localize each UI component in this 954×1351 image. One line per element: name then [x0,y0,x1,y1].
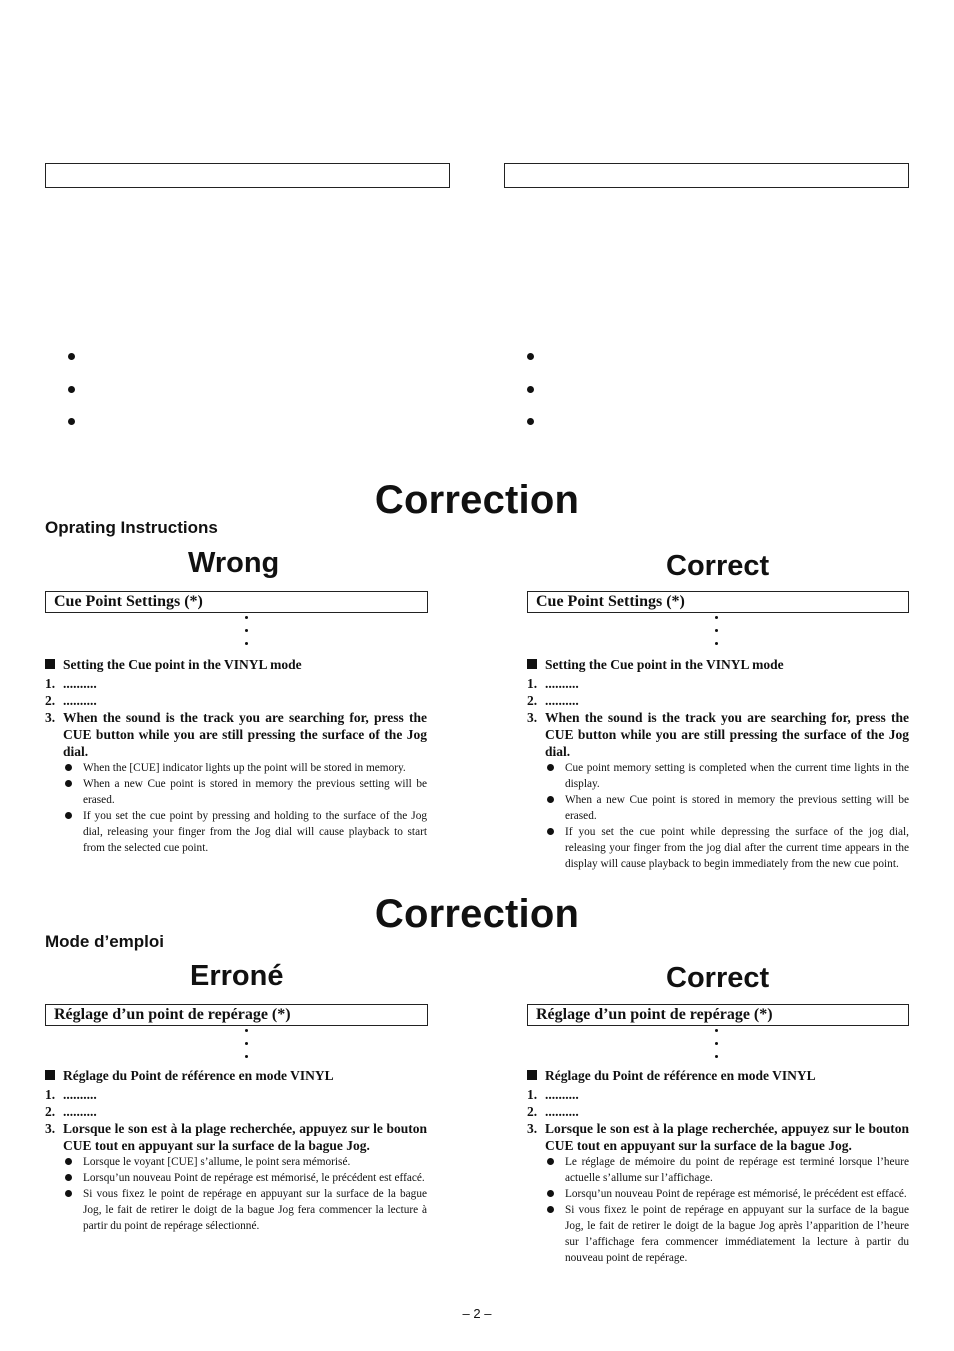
section-title-en: Oprating Instructions [45,518,218,537]
bullet-item: Lorsqu’un nouveau Point de repérage est mémorisé, le précédent est effacé. [63,1170,427,1186]
bullet-dot-icon [65,1174,72,1181]
bullet-item: Si vous fixez le point de repérage en appuyant sur la surface de la bague Jog, le fait de retirer le doigt de la bague Jog après l’apparition de l’heure sur l’affichage fera commencer immédiatement la lecture à partir du nouveau point de repérage. [545,1202,909,1266]
square-bullet-icon [527,1070,537,1080]
bullet-item: Cue point memory setting is completed when the current time lights in the display. [545,760,909,792]
subheading: Setting the Cue point in the VINYL mode [527,656,909,673]
step: 2. .......... [527,693,579,708]
correct-column-fr [527,1067,909,1266]
correct-box-en: Cue Point Settings (*) [527,591,909,613]
bullet-item: Le réglage de mémoire du point de repérage est terminé lorsque l’heure actuelle s’allume sur l’affichage. [545,1154,909,1186]
bullet-dot-icon [65,1158,72,1165]
section-title-fr: Mode d’emploi [45,932,164,951]
step: 3. Lorsque le son est à la plage recherchée, appuyez sur le bouton CUE tout en appuyant sur la surface de la bague Jog. [527,1121,909,1153]
bullet-dot-icon [547,1190,554,1197]
ellipsis-dots-wrong-en [245,616,249,655]
correct-box-fr: Réglage d’un point de repérage (*) [527,1004,909,1026]
square-bullet-icon [45,659,55,669]
ellipsis-dots-wrong-fr [245,1029,249,1068]
subheading: Réglage du Point de référence en mode VINYL [45,1067,427,1084]
ellipsis-dots-correct-en [715,616,719,655]
bullet-item: When a new Cue point is stored in memory the previous setting will be erased. [63,776,427,808]
wrong-box-en: Cue Point Settings (*) [45,591,428,613]
subheading: Réglage du Point de référence en mode VINYL [527,1067,909,1084]
step: 1. .......... [45,1087,97,1102]
bullet-dot-icon [547,796,554,803]
bullet-item: Lorsqu’un nouveau Point de repérage est mémorisé, le précédent est effacé. [545,1186,909,1202]
step: 3. When the sound is the track you are searching for, press the CUE button while you are still pressing the surface of the Jog dial. [527,710,909,759]
step: 3. Lorsque le son est à la plage recherchée, appuyez sur le bouton CUE tout en appuyant sur la surface de la bague Jog. [45,1121,427,1153]
bullet-item: Si vous fixez le point de repérage en appuyant sur la surface de la bague Jog, le fait de retirer le doigt de la bague Jog fera commencer la lecture à partir du point de repérage sélectionné. [63,1186,427,1234]
square-bullet-icon [527,659,537,669]
step: 2. .......... [45,693,97,708]
top-left-bullet-2 [68,386,75,393]
correct-heading-fr: Correct [666,962,770,994]
top-right-bullet-3 [527,418,534,425]
step: 1. .......... [45,676,97,691]
ellipsis-dots-correct-fr [715,1029,719,1068]
bullet-item: When the [CUE] indicator lights up the point will be stored in memory. [63,760,427,776]
bullet-dot-icon [65,780,72,787]
step: 2. .......... [527,1104,579,1119]
step: 2. .......... [45,1104,97,1119]
correction-title-en: Correction [374,478,580,522]
top-right-bullet-2 [527,386,534,393]
wrong-box-fr: Réglage d’un point de repérage (*) [45,1004,428,1026]
correct-column-en [527,656,909,872]
bullet-dot-icon [65,764,72,771]
bullet-item: If you set the cue point by pressing and holding to the surface of the Jog dial, releasing your finger from the Jog dial will cause playback to start from the selected cue point. [63,808,427,856]
wrong-column-en [45,656,427,856]
step: 1. .......... [527,1087,579,1102]
bullet-dot-icon [65,812,72,819]
bullet-item: If you set the cue point while depressing the surface of the jog dial, releasing your finger from the jog dial after the current time appears in the display will cause playback to begin immediately from the new cue point. [545,824,909,872]
top-left-bullet-3 [68,418,75,425]
step: 3. When the sound is the track you are searching for, press the CUE button while you are still pressing the surface of the Jog dial. [45,710,427,759]
square-bullet-icon [45,1070,55,1080]
step: 1. .......... [527,676,579,691]
bullet-dot-icon [547,764,554,771]
bullet-dot-icon [547,1158,554,1165]
bullet-item: When a new Cue point is stored in memory the previous setting will be erased. [545,792,909,824]
top-right-bullet-1 [527,353,534,360]
bullet-dot-icon [547,1206,554,1213]
wrong-heading-en: Wrong [188,547,280,579]
wrong-column-fr [45,1067,427,1234]
bullet-item: Lorsque le voyant [CUE] s’allume, le point sera mémorisé. [63,1154,427,1170]
subheading: Setting the Cue point in the VINYL mode [45,656,427,673]
wrong-heading-fr: Erroné [190,960,284,992]
bullet-dot-icon [65,1190,72,1197]
top-left-empty-box [45,163,450,188]
correct-heading-en: Correct [666,550,770,582]
bullet-dot-icon [547,828,554,835]
page-number: – 2 – [462,1306,492,1321]
top-right-empty-box [504,163,909,188]
top-left-bullet-1 [68,353,75,360]
correction-title-fr: Correction [374,892,580,936]
